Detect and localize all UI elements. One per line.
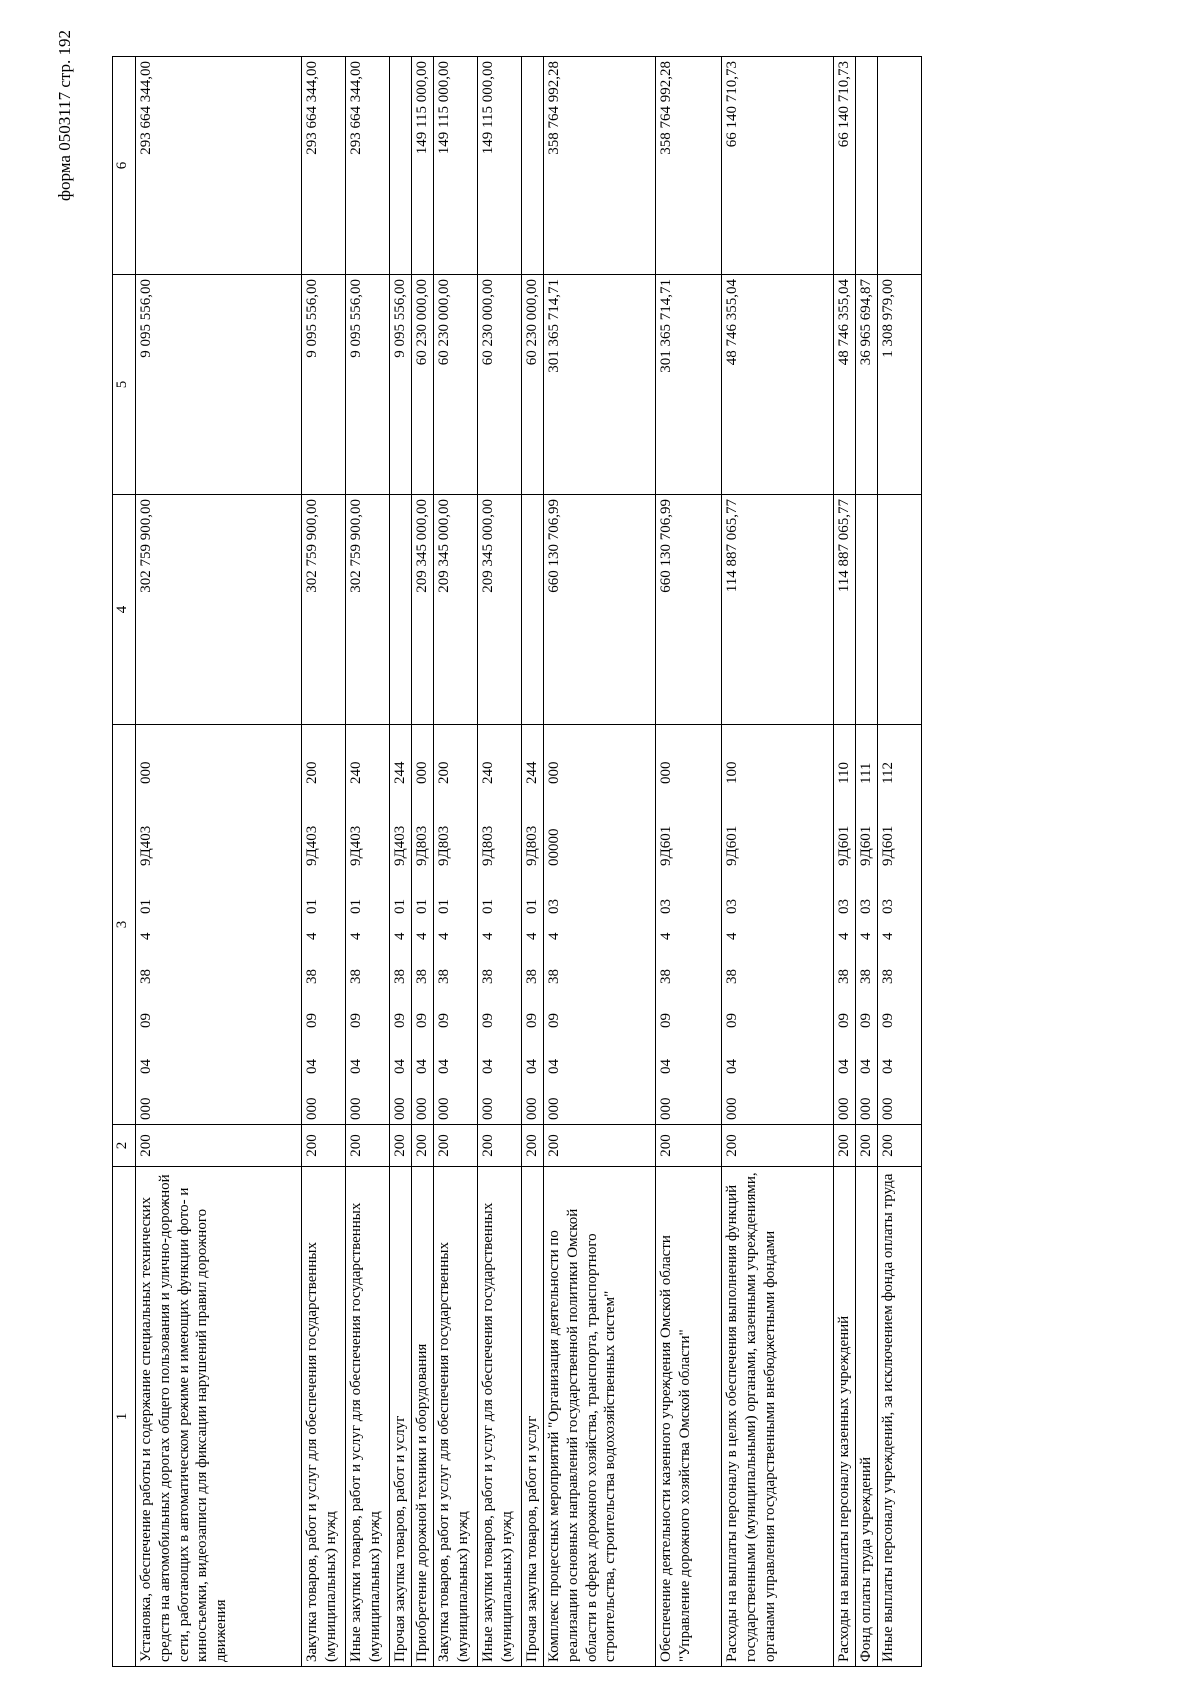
code-segment: 4 <box>858 932 874 940</box>
code-segment: 000 <box>414 761 430 784</box>
code-segment: 000 <box>304 1097 320 1120</box>
approved-amount <box>878 495 922 725</box>
code-segment: 09 <box>836 1013 852 1028</box>
table-row <box>522 57 544 1667</box>
unexecuted-amount <box>390 57 412 275</box>
unexecuted-amount <box>522 57 544 275</box>
executed-amount: 9 095 556,00 <box>136 275 302 495</box>
row-line-code: 200 <box>722 1125 834 1167</box>
code-segment: 000 <box>880 1097 896 1120</box>
table-row <box>434 57 478 1667</box>
executed-amount: 60 230 000,00 <box>412 275 434 495</box>
approved-amount <box>856 495 878 725</box>
code-segment: 000 <box>858 1097 874 1120</box>
approved-amount: 209 345 000,00 <box>478 495 522 725</box>
code-segment: 09 <box>658 1013 674 1028</box>
code-segment: 9Д803 <box>414 825 430 866</box>
row-name: Комплекс процессных мероприятий "Организация деятельности по реализации основных направлений государственной политики Омской области в сферах дорожного хозяйства, транспорта, транспортного строительства, строительства водохозяйственных систем" <box>544 1167 656 1667</box>
code-segment: 000 <box>392 1097 408 1120</box>
row-line-code: 200 <box>834 1125 856 1167</box>
approved-amount: 302 759 900,00 <box>346 495 390 725</box>
row-line-code: 200 <box>544 1125 656 1167</box>
code-segment: 38 <box>658 969 674 984</box>
table-row <box>412 57 434 1667</box>
code-segment: 04 <box>304 1059 320 1074</box>
code-segment: 200 <box>304 761 320 784</box>
code-segment: 38 <box>480 969 496 984</box>
table-row <box>478 57 522 1667</box>
row-classification-code <box>522 725 544 1125</box>
code-segment: 01 <box>436 899 452 914</box>
executed-amount: 301 365 714,71 <box>544 275 656 495</box>
table-row <box>302 57 346 1667</box>
table-row <box>136 57 302 1667</box>
code-segment: 01 <box>524 899 540 914</box>
row-line-code: 200 <box>522 1125 544 1167</box>
column-number: 6 <box>113 57 136 275</box>
row-classification-code <box>390 725 412 1125</box>
code-segment: 09 <box>546 1013 562 1028</box>
unexecuted-amount: 293 664 344,00 <box>346 57 390 275</box>
code-segment: 09 <box>524 1013 540 1028</box>
column-number: 1 <box>113 1167 136 1667</box>
code-segment: 240 <box>480 761 496 784</box>
code-segment: 4 <box>414 932 430 940</box>
code-segment: 4 <box>658 932 674 940</box>
code-segment: 9Д403 <box>138 825 154 866</box>
unexecuted-amount: 66 140 710,73 <box>834 57 856 275</box>
code-segment: 04 <box>480 1059 496 1074</box>
code-segment: 000 <box>436 1097 452 1120</box>
code-segment: 000 <box>348 1097 364 1120</box>
code-segment: 4 <box>880 932 896 940</box>
row-name: Установка, обеспечение работы и содержание специальных технических средств на автомобильных дорогах общего пользования и улично-дорожной сети, работающих в автоматическом режиме и имеющих функции фото- и киносъемки, видеозаписи для фиксации нарушений правил дорожного движения <box>136 1167 302 1667</box>
code-segment: 04 <box>724 1059 740 1074</box>
executed-amount: 48 746 355,04 <box>722 275 834 495</box>
executed-amount: 9 095 556,00 <box>390 275 412 495</box>
code-segment: 000 <box>724 1097 740 1120</box>
approved-amount: 114 887 065,77 <box>722 495 834 725</box>
code-segment: 03 <box>546 899 562 914</box>
code-segment: 38 <box>880 969 896 984</box>
code-segment: 38 <box>304 969 320 984</box>
unexecuted-amount: 66 140 710,73 <box>722 57 834 275</box>
column-number: 2 <box>113 1125 136 1167</box>
code-segment: 09 <box>348 1013 364 1028</box>
code-segment: 111 <box>858 762 874 784</box>
approved-amount <box>390 495 412 725</box>
approved-amount: 209 345 000,00 <box>434 495 478 725</box>
row-name: Фонд оплаты труда учреждений <box>856 1167 878 1667</box>
executed-amount: 48 746 355,04 <box>834 275 856 495</box>
code-segment: 03 <box>658 899 674 914</box>
row-name: Приобретение дорожной техники и оборудования <box>412 1167 434 1667</box>
code-segment: 03 <box>724 899 740 914</box>
column-number-row <box>113 57 136 1667</box>
approved-amount: 302 759 900,00 <box>136 495 302 725</box>
row-name: Обеспечение деятельности казенного учреждения Омской области "Управление дорожного хозяйства Омской области" <box>656 1167 722 1667</box>
row-line-code: 200 <box>656 1125 722 1167</box>
code-segment: 9Д803 <box>524 825 540 866</box>
code-segment: 03 <box>836 899 852 914</box>
code-segment: 09 <box>138 1013 154 1028</box>
code-segment: 01 <box>392 899 408 914</box>
code-segment: 38 <box>858 969 874 984</box>
row-classification-code <box>856 725 878 1125</box>
code-segment: 09 <box>880 1013 896 1028</box>
row-line-code: 200 <box>136 1125 302 1167</box>
unexecuted-amount: 293 664 344,00 <box>136 57 302 275</box>
table-row <box>390 57 412 1667</box>
code-segment: 04 <box>414 1059 430 1074</box>
row-line-code: 200 <box>412 1125 434 1167</box>
code-segment: 38 <box>348 969 364 984</box>
table-row <box>346 57 390 1667</box>
code-segment: 04 <box>348 1059 364 1074</box>
row-line-code: 200 <box>856 1125 878 1167</box>
executed-amount: 60 230 000,00 <box>522 275 544 495</box>
code-segment: 04 <box>546 1059 562 1074</box>
budget-execution-table <box>112 56 922 1667</box>
code-segment: 04 <box>524 1059 540 1074</box>
code-segment: 38 <box>524 969 540 984</box>
code-segment: 4 <box>436 932 452 940</box>
row-line-code: 200 <box>346 1125 390 1167</box>
unexecuted-amount: 149 115 000,00 <box>478 57 522 275</box>
unexecuted-amount <box>878 57 922 275</box>
code-segment: 01 <box>414 899 430 914</box>
code-segment: 04 <box>392 1059 408 1074</box>
row-name: Иные выплаты персоналу учреждений, за исключением фонда оплаты труда <box>878 1167 922 1667</box>
approved-amount: 660 130 706,99 <box>656 495 722 725</box>
code-segment: 00000 <box>546 828 562 866</box>
code-segment: 04 <box>658 1059 674 1074</box>
row-classification-code <box>544 725 656 1125</box>
code-segment: 110 <box>836 762 852 784</box>
row-line-code: 200 <box>878 1125 922 1167</box>
row-classification-code <box>346 725 390 1125</box>
code-segment: 112 <box>880 762 896 784</box>
code-segment: 38 <box>138 969 154 984</box>
code-segment: 244 <box>392 761 408 784</box>
code-segment: 9Д601 <box>880 825 896 866</box>
table-row <box>722 57 834 1667</box>
row-name: Прочая закупка товаров, работ и услуг <box>390 1167 412 1667</box>
row-line-code: 200 <box>434 1125 478 1167</box>
row-classification-code <box>722 725 834 1125</box>
table-row <box>856 57 878 1667</box>
code-segment: 38 <box>392 969 408 984</box>
code-segment: 38 <box>414 969 430 984</box>
code-segment: 9Д803 <box>436 825 452 866</box>
row-classification-code <box>478 725 522 1125</box>
code-segment: 01 <box>304 899 320 914</box>
code-segment: 244 <box>524 761 540 784</box>
code-segment: 9Д601 <box>724 825 740 866</box>
executed-amount: 36 965 694,87 <box>856 275 878 495</box>
code-segment: 000 <box>480 1097 496 1120</box>
row-name: Закупка товаров, работ и услуг для обеспечения государственных (муниципальных) нужд <box>434 1167 478 1667</box>
table-row <box>544 57 656 1667</box>
row-line-code: 200 <box>390 1125 412 1167</box>
approved-amount: 660 130 706,99 <box>544 495 656 725</box>
column-number: 5 <box>113 275 136 495</box>
executed-amount: 60 230 000,00 <box>434 275 478 495</box>
code-segment: 9Д601 <box>658 825 674 866</box>
code-segment: 000 <box>524 1097 540 1120</box>
approved-amount: 114 887 065,77 <box>834 495 856 725</box>
code-segment: 09 <box>414 1013 430 1028</box>
code-segment: 04 <box>836 1059 852 1074</box>
code-segment: 4 <box>724 932 740 940</box>
code-segment: 000 <box>658 761 674 784</box>
row-name: Расходы на выплаты персоналу казенных учреждений <box>834 1167 856 1667</box>
approved-amount <box>522 495 544 725</box>
code-segment: 9Д403 <box>392 825 408 866</box>
code-segment: 4 <box>546 932 562 940</box>
code-segment: 03 <box>858 899 874 914</box>
row-classification-code <box>302 725 346 1125</box>
code-segment: 09 <box>304 1013 320 1028</box>
row-name: Прочая закупка товаров, работ и услуг <box>522 1167 544 1667</box>
code-segment: 04 <box>138 1059 154 1074</box>
code-segment: 01 <box>348 899 364 914</box>
code-segment: 04 <box>858 1059 874 1074</box>
code-segment: 000 <box>658 1097 674 1120</box>
row-classification-code <box>412 725 434 1125</box>
unexecuted-amount: 149 115 000,00 <box>434 57 478 275</box>
code-segment: 9Д601 <box>836 825 852 866</box>
column-number: 3 <box>113 725 136 1125</box>
executed-amount: 301 365 714,71 <box>656 275 722 495</box>
form-reference: форма 0503117 стр. 192 <box>55 30 74 201</box>
unexecuted-amount <box>856 57 878 275</box>
row-classification-code <box>136 725 302 1125</box>
code-segment: 9Д403 <box>304 825 320 866</box>
code-segment: 04 <box>880 1059 896 1074</box>
code-segment: 240 <box>348 761 364 784</box>
row-name: Иные закупки товаров, работ и услуг для обеспечения государственных (муниципальных) нужд <box>478 1167 522 1667</box>
code-segment: 09 <box>392 1013 408 1028</box>
code-segment: 4 <box>480 932 496 940</box>
table-row <box>834 57 856 1667</box>
unexecuted-amount: 358 764 992,28 <box>544 57 656 275</box>
code-segment: 38 <box>546 969 562 984</box>
code-segment: 000 <box>414 1097 430 1120</box>
row-line-code: 200 <box>478 1125 522 1167</box>
row-name: Иные закупки товаров, работ и услуг для обеспечения государственных (муниципальных) нужд <box>346 1167 390 1667</box>
code-segment: 200 <box>436 761 452 784</box>
code-segment: 000 <box>546 761 562 784</box>
code-segment: 01 <box>480 899 496 914</box>
code-segment: 000 <box>546 1097 562 1120</box>
code-segment: 09 <box>480 1013 496 1028</box>
approved-amount: 302 759 900,00 <box>302 495 346 725</box>
code-segment: 09 <box>858 1013 874 1028</box>
code-segment: 38 <box>724 969 740 984</box>
code-segment: 100 <box>724 761 740 784</box>
code-segment: 38 <box>436 969 452 984</box>
row-classification-code <box>878 725 922 1125</box>
code-segment: 000 <box>138 1097 154 1120</box>
column-number: 4 <box>113 495 136 725</box>
row-name: Закупка товаров, работ и услуг для обеспечения государственных (муниципальных) нужд <box>302 1167 346 1667</box>
code-segment: 4 <box>138 932 154 940</box>
row-classification-code <box>656 725 722 1125</box>
unexecuted-amount: 293 664 344,00 <box>302 57 346 275</box>
code-segment: 9Д803 <box>480 825 496 866</box>
code-segment: 09 <box>436 1013 452 1028</box>
table-row <box>878 57 922 1667</box>
unexecuted-amount: 358 764 992,28 <box>656 57 722 275</box>
executed-amount: 9 095 556,00 <box>302 275 346 495</box>
row-classification-code <box>834 725 856 1125</box>
code-segment: 4 <box>348 932 364 940</box>
code-segment: 01 <box>138 899 154 914</box>
code-segment: 04 <box>436 1059 452 1074</box>
code-segment: 38 <box>836 969 852 984</box>
code-segment: 09 <box>724 1013 740 1028</box>
executed-amount: 1 308 979,00 <box>878 275 922 495</box>
executed-amount: 60 230 000,00 <box>478 275 522 495</box>
code-segment: 4 <box>304 932 320 940</box>
code-segment: 9Д601 <box>858 825 874 866</box>
executed-amount: 9 095 556,00 <box>346 275 390 495</box>
code-segment: 000 <box>836 1097 852 1120</box>
approved-amount: 209 345 000,00 <box>412 495 434 725</box>
code-segment: 4 <box>836 932 852 940</box>
code-segment: 4 <box>524 932 540 940</box>
unexecuted-amount: 149 115 000,00 <box>412 57 434 275</box>
row-line-code: 200 <box>302 1125 346 1167</box>
code-segment: 03 <box>880 899 896 914</box>
code-segment: 9Д403 <box>348 825 364 866</box>
code-segment: 000 <box>138 761 154 784</box>
row-name: Расходы на выплаты персоналу в целях обеспечения выполнения функций государственными (муниципальными) органами, казенными учреждениями, органами управления государственными внебюджетными фондами <box>722 1167 834 1667</box>
code-segment: 4 <box>392 932 408 940</box>
row-classification-code <box>434 725 478 1125</box>
table-row <box>656 57 722 1667</box>
